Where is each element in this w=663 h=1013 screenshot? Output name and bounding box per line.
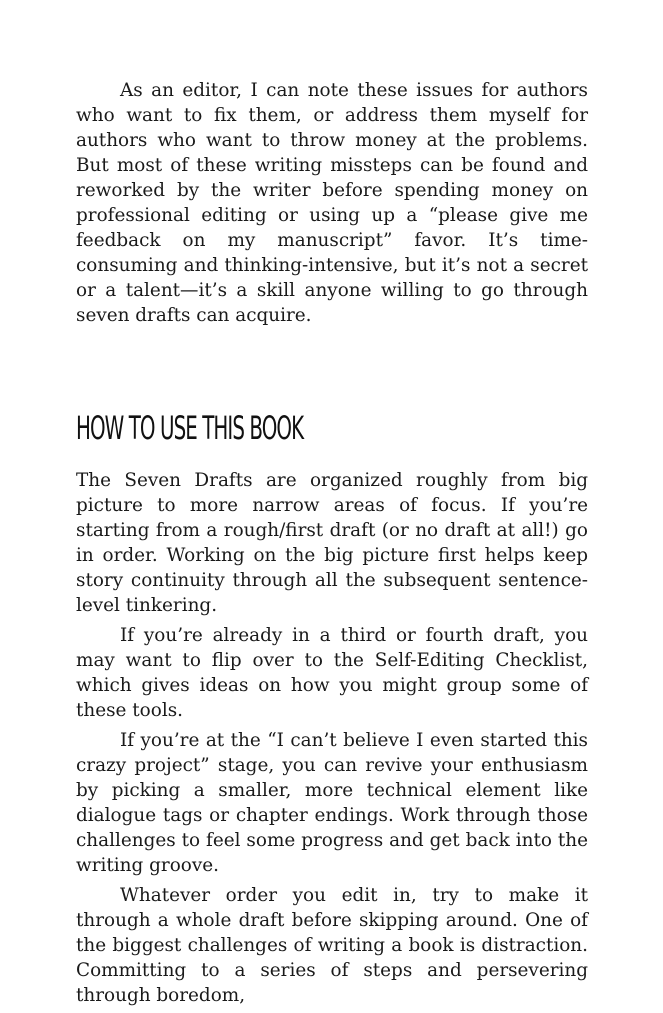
section-paragraph-4: Whatever order you edit in, try to make it through a whole draft before skipping around. One of the biggest challenges of writing a book is distraction. Committing to a series of steps and persevering through boredom, (76, 885, 588, 1006)
section-paragraph-3: If you’re at the “I can’t believe I even started this crazy project” stage, you can revive your enthusiasm by picking a smaller, more technical element like dialogue tags or chapter endings. Work through those challenges to feel some progress and get back into the writing groove. (76, 730, 588, 876)
section-paragraph-1: The Seven Drafts are organized roughly from big picture to more narrow areas of focus. If you’re starting from a rough/first draft (or no draft at all!) go in order. Working on the big picture first helps keep story continuity through all the subsequent sentence-level tinkering. (76, 470, 588, 616)
book-page (76, 78, 588, 1013)
section-heading: HOW TO USE THIS BOOK (76, 409, 304, 447)
intro-paragraph: As an editor, I can note these issues for authors who want to fix them, or address them myself for authors who want to throw money at the problems. But most of these writing missteps can be found and reworked by the writer before spending money on professional editing or using up a “please give me feedback on my manuscript” favor. It’s time-consuming and thinking-intensive, but it’s not a secret or a talent—it’s a skill anyone willing to go through seven drafts can acquire. (76, 80, 588, 326)
section-paragraph-2: If you’re already in a third or fourth draft, you may want to flip over to the Self-Editing Checklist, which gives ideas on how you might group some of these tools. (76, 625, 588, 721)
